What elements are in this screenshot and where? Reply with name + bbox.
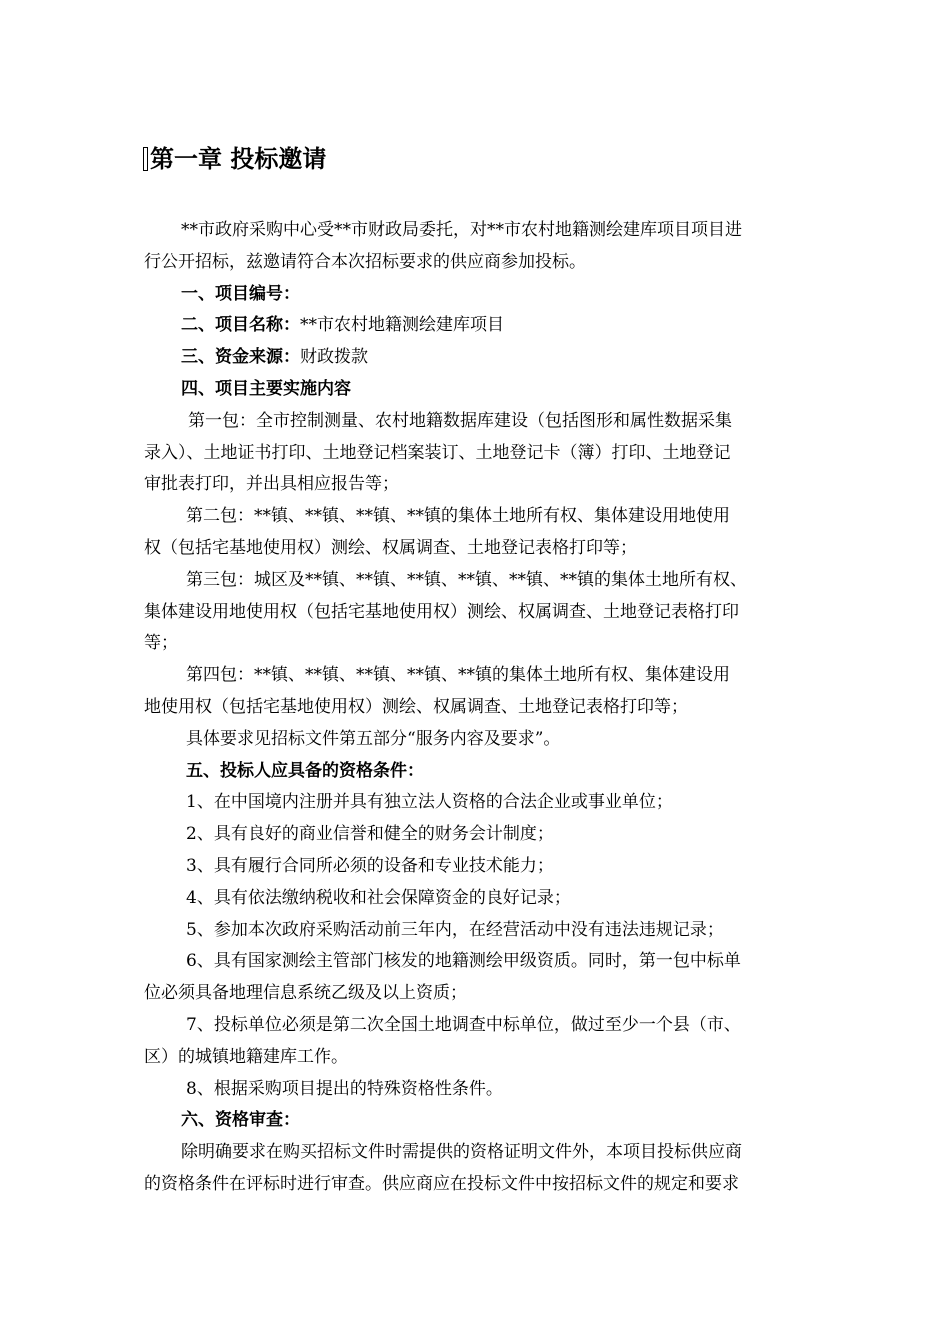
qualification-2: 2、具有良好的商业信誉和健全的财务会计制度；	[186, 824, 554, 845]
item-project-name-value: **市农村地籍测绘建库项目	[300, 315, 504, 336]
package-1-line-3: 审批表打印，并出具相应报告等；	[144, 474, 399, 495]
review-line-2: 的资格条件在评标时进行审查。供应商应在投标文件中按招标文件的规定和要求	[144, 1173, 739, 1194]
item-project-name-label: 二、项目名称：	[181, 315, 300, 336]
qualification-1: 1、在中国境内注册并具有独立法人资格的合法企业或事业单位；	[186, 792, 673, 813]
item-qualifications	[144, 756, 824, 788]
qualification-6-line-2: 位必须具备地理信息系统乙级及以上资质；	[144, 983, 467, 1004]
chapter-title	[143, 142, 326, 176]
qualification-5: 5、参加本次政府采购活动前三年内，在经营活动中没有违法违规记录；	[186, 919, 724, 940]
package-2-line-1: 第二包：**镇、**镇、**镇、**镇的集体土地所有权、集体建设用地使用	[186, 506, 730, 527]
intro-line-1: **市政府采购中心受**市财政局委托，对**市农村地籍测绘建库项目项目进	[181, 220, 742, 240]
item-funding-source	[144, 342, 824, 374]
item-project-number	[144, 279, 824, 311]
qualification-7-line-2: 区）的城镇地籍建库工作。	[144, 1046, 348, 1067]
item-implementation-content-label: 四、项目主要实施内容	[181, 378, 351, 399]
review-line-1: 除明确要求在购买招标文件时需提供的资格证明文件外，本项目投标供应商	[181, 1142, 742, 1163]
heading-marker-icon	[143, 147, 148, 171]
package-4-line-1: 第四包：**镇、**镇、**镇、**镇、**镇的集体土地所有权、集体建设用	[186, 665, 730, 686]
package-1-line-1: 第一包：全市控制测量、农村地籍数据库建设（包括图形和属性数据采集	[188, 410, 732, 431]
item-implementation-content	[144, 374, 824, 406]
requirements-note: 具体要求见招标文件第五部分“服务内容及要求”。	[186, 728, 561, 749]
qualification-6-line-1: 6、具有国家测绘主管部门核发的地籍测绘甲级资质。同时，第一包中标单	[186, 951, 741, 972]
item-project-number-label: 一、项目编号：	[181, 283, 300, 304]
item-funding-source-value: 财政拨款	[300, 347, 368, 368]
qualification-3: 3、具有履行合同所必须的设备和专业技术能力；	[186, 855, 554, 876]
package-4-line-2: 地使用权（包括宅基地使用权）测绘、权属调查、土地登记表格打印等；	[144, 696, 688, 717]
package-1-line-2: 录入）、土地证书打印、土地登记档案装订、土地登记卡（簿）打印、土地登记	[144, 442, 731, 463]
package-3-line-3: 等；	[144, 633, 178, 654]
intro-line-2: 行公开招标，兹邀请符合本次招标要求的供应商参加投标。	[144, 251, 586, 272]
qualification-4: 4、具有依法缴纳税收和社会保障资金的良好记录；	[186, 887, 571, 908]
item-qualifications-label: 五、投标人应具备的资格条件：	[186, 760, 424, 781]
item-funding-source-label: 三、资金来源：	[181, 347, 300, 368]
item-qualification-review-label: 六、资格审查：	[181, 1110, 300, 1131]
item-project-name	[144, 310, 824, 342]
qualification-8: 8、根据采购项目提出的特殊资格性条件。	[186, 1078, 503, 1099]
qualification-7-line-1: 7、投标单位必须是第二次全国土地调查中标单位，做过至少一个县（市、	[186, 1014, 741, 1035]
item-qualification-review	[144, 1105, 824, 1137]
package-3-line-2: 集体建设用地使用权（包括宅基地使用权）测绘、权属调查、土地登记表格打印	[144, 601, 739, 622]
chapter-title-text: 第一章 投标邀请	[150, 145, 327, 173]
package-3-line-1: 第三包：城区及**镇、**镇、**镇、**镇、**镇、**镇的集体土地所有权、	[186, 569, 747, 590]
document-body	[144, 215, 824, 1201]
package-2-line-2: 权（包括宅基地使用权）测绘、权属调查、土地登记表格打印等；	[144, 537, 637, 558]
